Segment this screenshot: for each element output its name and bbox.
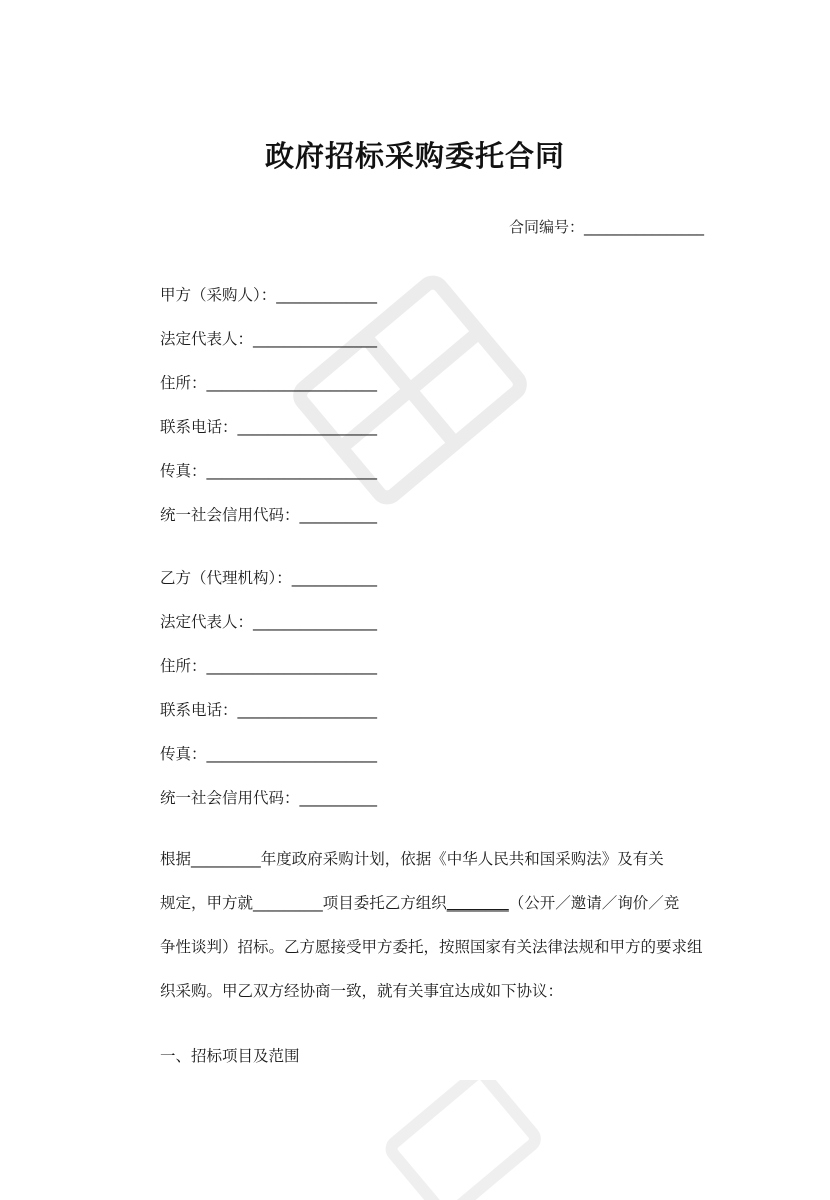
party-b-legal-rep: 法定代表人：________________ [160,613,378,631]
preamble-line-2-start: 规定，甲方就_________项目委托乙方组织 [160,894,447,912]
party-b-phone: 联系电话：__________________ [160,701,378,719]
party-a-legal-rep: 法定代表人：________________ [160,330,378,348]
preamble-line-2 [160,891,679,913]
party-b-credit-code: 统一社会信用代码：__________ [160,789,378,807]
party-a-heading: 甲方（采购人）：_____________ [160,286,378,304]
preamble-line-2-end: （公开／邀请／询价／竞 [508,894,680,912]
party-a-address: 住所：______________________ [160,374,378,392]
party-b-heading: 乙方（代理机构）：___________ [160,569,378,587]
procurement-method-blank: ________ [446,894,509,912]
party-a-credit-code: 统一社会信用代码：__________ [160,506,378,524]
party-b-fax: 传真：______________________ [160,745,378,763]
section-heading-1: 一、招标项目及范围 [160,1047,300,1065]
watermark-logo-bottom [360,1080,560,1200]
preamble-line-3: 争性谈判）招标。乙方愿接受甲方委托，按照国家有关法律法规和甲方的要求组 [160,938,703,956]
party-a-fax: 传真：______________________ [160,462,378,480]
document-title: 政府招标采购委托合同 [264,139,565,173]
preamble-line-1: 根据_________年度政府采购计划，依据《中华人民共和国采购法》及有关 [160,850,664,868]
party-b-address: 住所：______________________ [160,657,378,675]
party-a-phone: 联系电话：__________________ [160,418,378,436]
contract-number: 合同编号：________________ [508,218,704,236]
preamble-line-4: 织采购。甲乙双方经协商一致，就有关事宜达成如下协议： [160,982,564,1000]
